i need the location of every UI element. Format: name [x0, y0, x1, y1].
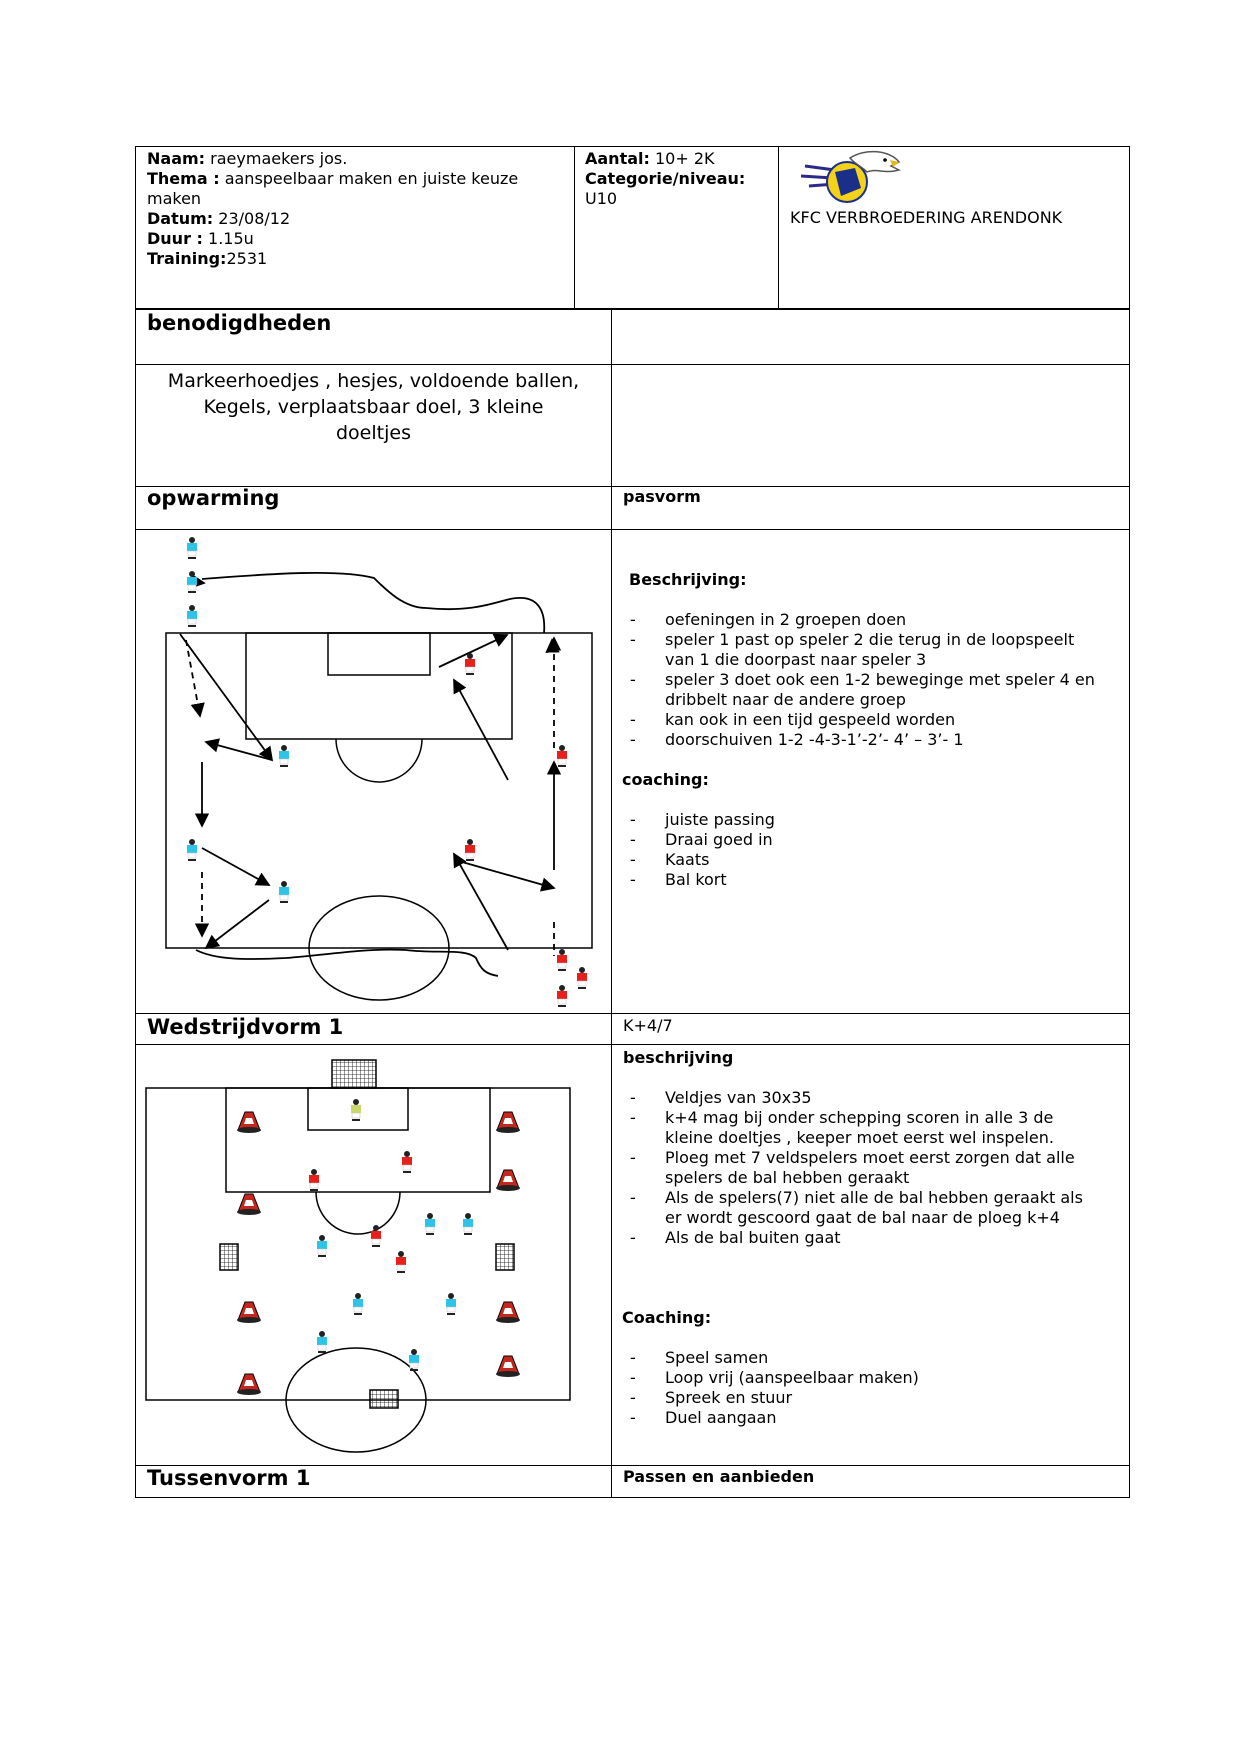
tussenvorm-subtitle: Passen en aanbieden [623, 1467, 815, 1486]
list-item: - doorschuiven 1-2 -4-3-1’-2’- 4’ – 3’- 1 [622, 730, 1095, 750]
run-arrows [186, 638, 554, 956]
player-red [465, 839, 475, 861]
duur-label: Duur : [147, 229, 203, 248]
list-item: - kan ook in een tijd gespeeld worden [622, 710, 1095, 730]
player-blue [187, 537, 197, 559]
player-red [396, 1251, 406, 1273]
training-label: Training: [147, 249, 227, 268]
list-item: - Spreek en stuur [622, 1388, 919, 1408]
list-item: - Als de bal buiten gaat [622, 1228, 1083, 1248]
cone [237, 1302, 261, 1323]
duur-line [147, 229, 254, 249]
list-item: spelers de bal hebben geraakt [665, 1168, 910, 1187]
list-item: kleine doeltjes , keeper moet eerst wel inspelen. [665, 1128, 1054, 1147]
list-item: - juiste passing [622, 810, 775, 830]
cone [237, 1374, 261, 1395]
player-red [557, 949, 567, 971]
player-red [557, 985, 567, 1007]
rule-benodigdheden-bottom [135, 364, 1130, 365]
player-blue [446, 1293, 456, 1315]
game-coaching-list [622, 1348, 919, 1428]
game-beschrijving-list [622, 1088, 1083, 1248]
warmup-beschrijving-title: Beschrijving: [629, 570, 747, 589]
player-blue [187, 605, 197, 627]
list-item: - Als de spelers(7) niet alle de bal hebben geraakt als [622, 1188, 1083, 1208]
club-name: KFC VERBROEDERING ARENDONK [790, 208, 1063, 227]
duur-value: 1.15u [208, 229, 254, 248]
player-red [309, 1169, 319, 1191]
player-red [577, 967, 587, 989]
player-blue [279, 881, 289, 903]
game-coaching-title: Coaching: [622, 1308, 712, 1327]
large-goal [332, 1060, 376, 1088]
naam-value: raeymaekers jos. [210, 149, 348, 168]
wedstrijdvorm-format: K+4/7 [623, 1016, 673, 1035]
datum-line [147, 209, 290, 229]
small-goal-bottom [370, 1390, 398, 1408]
thema-line [147, 169, 518, 189]
warmup-diagram [136, 530, 610, 1012]
cone [496, 1170, 520, 1191]
rule-header-col1 [574, 146, 575, 308]
small-goal-right [496, 1244, 514, 1270]
eagle-football-logo-icon [795, 148, 905, 208]
list-item: - Veldjes van 30x35 [622, 1088, 1083, 1108]
wedstrijdvorm-title: Wedstrijdvorm 1 [147, 1015, 344, 1039]
warmup-coaching-title: coaching: [622, 770, 709, 789]
player-blue [463, 1213, 473, 1235]
rule-body-col [611, 308, 612, 1498]
list-item: - Bal kort [622, 870, 775, 890]
list-item: - speler 1 past op speler 2 die terug in de loopspeelt [622, 630, 1095, 650]
pass-arrows [180, 582, 554, 950]
game-diagram [136, 1046, 610, 1464]
categorie-label: Categorie/niveau: [585, 169, 746, 188]
list-item: dribbelt naar de andere groep [665, 690, 906, 709]
list-item: - speler 3 doet ook een 1-2 beweginge met speler 4 en [622, 670, 1095, 690]
list-item: - Speel samen [622, 1348, 919, 1368]
player-red [465, 653, 475, 675]
cone [496, 1302, 520, 1323]
naam-line [147, 149, 347, 169]
aantal-line [585, 149, 715, 169]
rule-warmup-diagram-bottom [135, 1013, 1130, 1014]
tussenvorm-title: Tussenvorm 1 [147, 1466, 311, 1490]
benodigdheden-line-1: Markeerhoedjes , hesjes, voldoende ballen, [167, 370, 580, 392]
list-item: - oefeningen in 2 groepen doen [622, 610, 1095, 630]
player-red [402, 1151, 412, 1173]
thema-label: Thema : [147, 169, 220, 188]
cone [237, 1194, 261, 1215]
player-blue [317, 1235, 327, 1257]
thema-value-continued: maken [147, 189, 202, 208]
list-item: - k+4 mag bij onder schepping scoren in alle 3 de [622, 1108, 1083, 1128]
player-blue [187, 571, 197, 593]
small-goal-left [220, 1244, 238, 1270]
datum-label: Datum: [147, 209, 214, 228]
categorie-value: U10 [585, 189, 618, 208]
list-item: er wordt gescoord gaat de bal naar de ploeg k+4 [665, 1208, 1060, 1227]
warmup-beschrijving-list [622, 610, 1095, 750]
player-blue [425, 1213, 435, 1235]
player-blue [279, 745, 289, 767]
list-item: - Draai goed in [622, 830, 775, 850]
training-value: 2531 [226, 249, 268, 268]
cone [496, 1112, 520, 1133]
datum-value: 23/08/12 [218, 209, 291, 228]
naam-label: Naam: [147, 149, 206, 168]
list-item: van 1 die doorpast naar speler 3 [665, 650, 927, 669]
player-blue [353, 1293, 363, 1315]
player-blue [317, 1331, 327, 1353]
list-item: - Duel aangaan [622, 1408, 919, 1428]
benodigdheden-line-3: doeltjes [336, 422, 411, 444]
benodigdheden-line-2: Kegels, verplaatsbaar doel, 3 kleine [203, 396, 544, 418]
game-beschrijving-title: beschrijving [623, 1048, 734, 1067]
player-blue [187, 839, 197, 861]
warmup-coaching-list [622, 810, 775, 890]
aantal-label: Aantal: [585, 149, 650, 168]
training-line [147, 249, 267, 269]
thema-value: aanspeelbaar maken en juiste keuze [224, 169, 519, 188]
goalkeeper [351, 1099, 361, 1121]
player-blue [409, 1349, 419, 1371]
opwarming-title: opwarming [147, 486, 280, 510]
rule-wedstrijd-bottom [135, 1044, 1130, 1045]
benodigdheden-title: benodigdheden [147, 311, 332, 335]
pasvorm-title: pasvorm [623, 487, 701, 506]
list-item: - Ploeg met 7 veldspelers moet eerst zorgen dat alle [622, 1148, 1083, 1168]
cone [237, 1112, 261, 1133]
player-red [557, 745, 567, 767]
rule-header-bottom [135, 308, 1130, 310]
aantal-value: 10+ 2K [655, 149, 715, 168]
list-item: - Kaats [622, 850, 775, 870]
cone [496, 1356, 520, 1377]
pitch-lines [166, 633, 592, 1000]
rule-header-col2 [778, 146, 779, 308]
list-item: - Loop vrij (aanspeelbaar maken) [622, 1368, 919, 1388]
